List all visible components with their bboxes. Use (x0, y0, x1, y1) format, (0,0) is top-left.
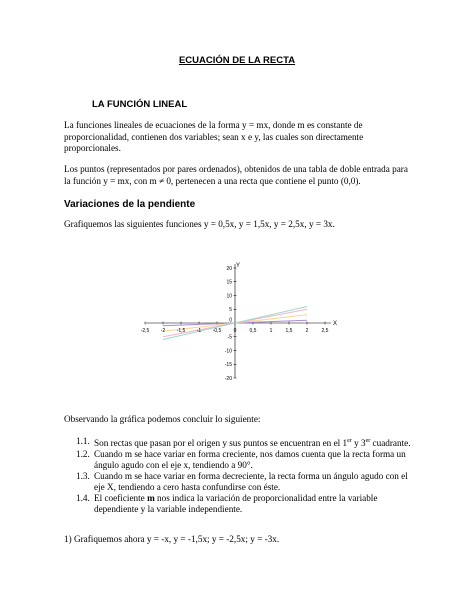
paragraph-definition: La funciones lineales de ecuaciones de la forma y = mx, donde m es constante de proporcionalidad, contienen dos variables; sean x e y, las cuales son directamente proporcionales. (64, 120, 364, 153)
x-tick-label: -0,5 (212, 328, 222, 334)
paragraph-conclusion-intro: Observando la gráfica podemos concluir lo siguiente: (64, 414, 261, 424)
x-tick-label: -1 (196, 328, 202, 334)
list-item: 1.4. El coeficiente m nos indica la variación de proporcionalidad entre la variable dependiente y la variable independiente. (76, 493, 378, 515)
list-item: 1.2. Cuando m se hace variar en forma creciente, nos damos cuenta que la recta forma un ángulo agudo con el eje x, tendiendo a 90°. (76, 449, 406, 471)
y-tick-label: 15 (226, 279, 232, 286)
x-tick-label: 1,5 (285, 328, 293, 334)
y-tick-label: 20 (226, 265, 232, 272)
x-tick-label: 2,5 (321, 328, 329, 334)
paragraph-graph-intro: Grafiquemos las siguientes funciones y = 0,5x, y = 1,5x, y = 2,5x, y = 3x. (64, 219, 335, 229)
section-subtitle: LA FUNCIÓN LINEAL (92, 99, 188, 110)
paragraph-points: Los puntos (representados por pares ordenados), obtenidos de una tabla de doble entrada para la función y = mx, con m ≠ 0, pertenecen a una recta que contiene el punto (0,0). (64, 164, 408, 186)
x-tick-label: 1 (269, 328, 273, 334)
y-axis-label: Y (236, 263, 241, 269)
conclusion-list (76, 436, 416, 515)
y-tick-label: 0 (229, 317, 232, 324)
y-tick-label: -5 (227, 334, 232, 341)
x-axis-label: X (333, 321, 338, 327)
y-tick-label: -20 (224, 375, 232, 382)
y-tick-label: 10 (226, 293, 232, 300)
section-heading: Variaciones de la pendiente (64, 199, 196, 210)
y-tick-label: -15 (224, 362, 232, 369)
x-tick-label: 0 (233, 328, 237, 334)
exercise-line: 1) Grafiquemos ahora y = -x, y = -1,5x; y = -2,5x; y = -3x. (64, 534, 280, 544)
list-item: 1.1. Son rectas que pasan por el origen y sus puntos se encuentran en el 1er y 3er cuadrante. (76, 436, 411, 449)
list-item: 1.3. Cuando m se hace variar en forma decreciente, la recta forma un ángulo agudo con el eje X, tendiendo a cero hasta confundirse con éste. (76, 471, 408, 493)
x-tick-label: -2,5 (140, 328, 150, 334)
page-title: ECUACIÓN DE LA RECTA (178, 55, 296, 66)
x-tick-label: -2 (160, 328, 166, 334)
x-tick-label: 0,5 (249, 328, 257, 334)
y-tick-label: -10 (224, 348, 232, 355)
x-tick-label: 2 (305, 328, 309, 334)
slope-chart (125, 258, 350, 386)
y-tick-label: 5 (229, 307, 232, 314)
x-tick-label: -1,5 (176, 328, 186, 334)
